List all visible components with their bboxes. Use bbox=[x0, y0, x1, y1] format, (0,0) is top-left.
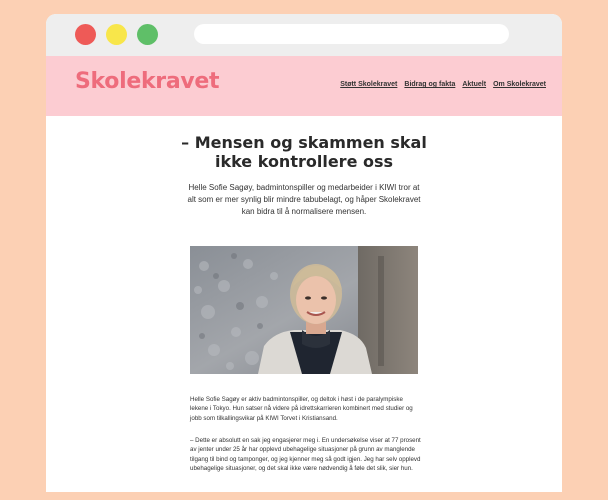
headline-line-2: ikke kontrollere oss bbox=[214, 152, 394, 171]
headline-line-1: – Mensen og skammen skal bbox=[181, 133, 427, 152]
article-paragraph-1: Helle Sofie Sagøy er aktiv badmintonspiller, og deltok i høst i de paralympiske lekene i Tokyo. Hun satser nå videre på idrettskarrieren kombinert med studier og jobb som tilkallingsvikar på KIWI Torvet i Kristiansand. bbox=[190, 396, 413, 422]
article-headline bbox=[46, 133, 562, 171]
browser-titlebar bbox=[46, 14, 562, 56]
maximize-window-button[interactable] bbox=[137, 24, 158, 45]
article-paragraph-2: – Dette er absolutt en sak jeg engasjerer meg i. En undersøkelse viser at 77 prosent av jenter under 25 år har opplevd ubehagelige situasjoner på grunn av manglende tilgang til bind og tamponger, og jeg kjenner meg så godt igjen. Jeg har selv opplevd ubehagelige situasjoner, og det skal ikke være nødvendig å føle det slik, sier hun. bbox=[190, 437, 421, 472]
address-bar[interactable] bbox=[194, 24, 509, 44]
nav-item-bidrag-og-fakta[interactable]: Bidrag og fakta bbox=[404, 81, 456, 88]
main-nav bbox=[340, 81, 546, 88]
site-header bbox=[46, 56, 562, 116]
article bbox=[46, 116, 562, 492]
browser-window bbox=[46, 14, 562, 492]
nav-item-aktuelt[interactable]: Aktuelt bbox=[462, 81, 487, 88]
close-window-button[interactable] bbox=[75, 24, 96, 45]
nav-item-stott-skolekravet[interactable]: Støtt Skolekravet bbox=[340, 81, 398, 88]
nav-item-om-skolekravet[interactable]: Om Skolekravet bbox=[493, 81, 546, 88]
article-photo bbox=[190, 246, 418, 374]
site-logo[interactable]: Skolekravet bbox=[75, 69, 220, 94]
minimize-window-button[interactable] bbox=[106, 24, 127, 45]
article-lead: Helle Sofie Sagøy, badmintonspiller og medarbeider i KIWI tror at alt som er mer synlig blir mindre tabubelagt, og håper Skolekravet kan bidra til å normalisere mensen. bbox=[187, 183, 421, 216]
